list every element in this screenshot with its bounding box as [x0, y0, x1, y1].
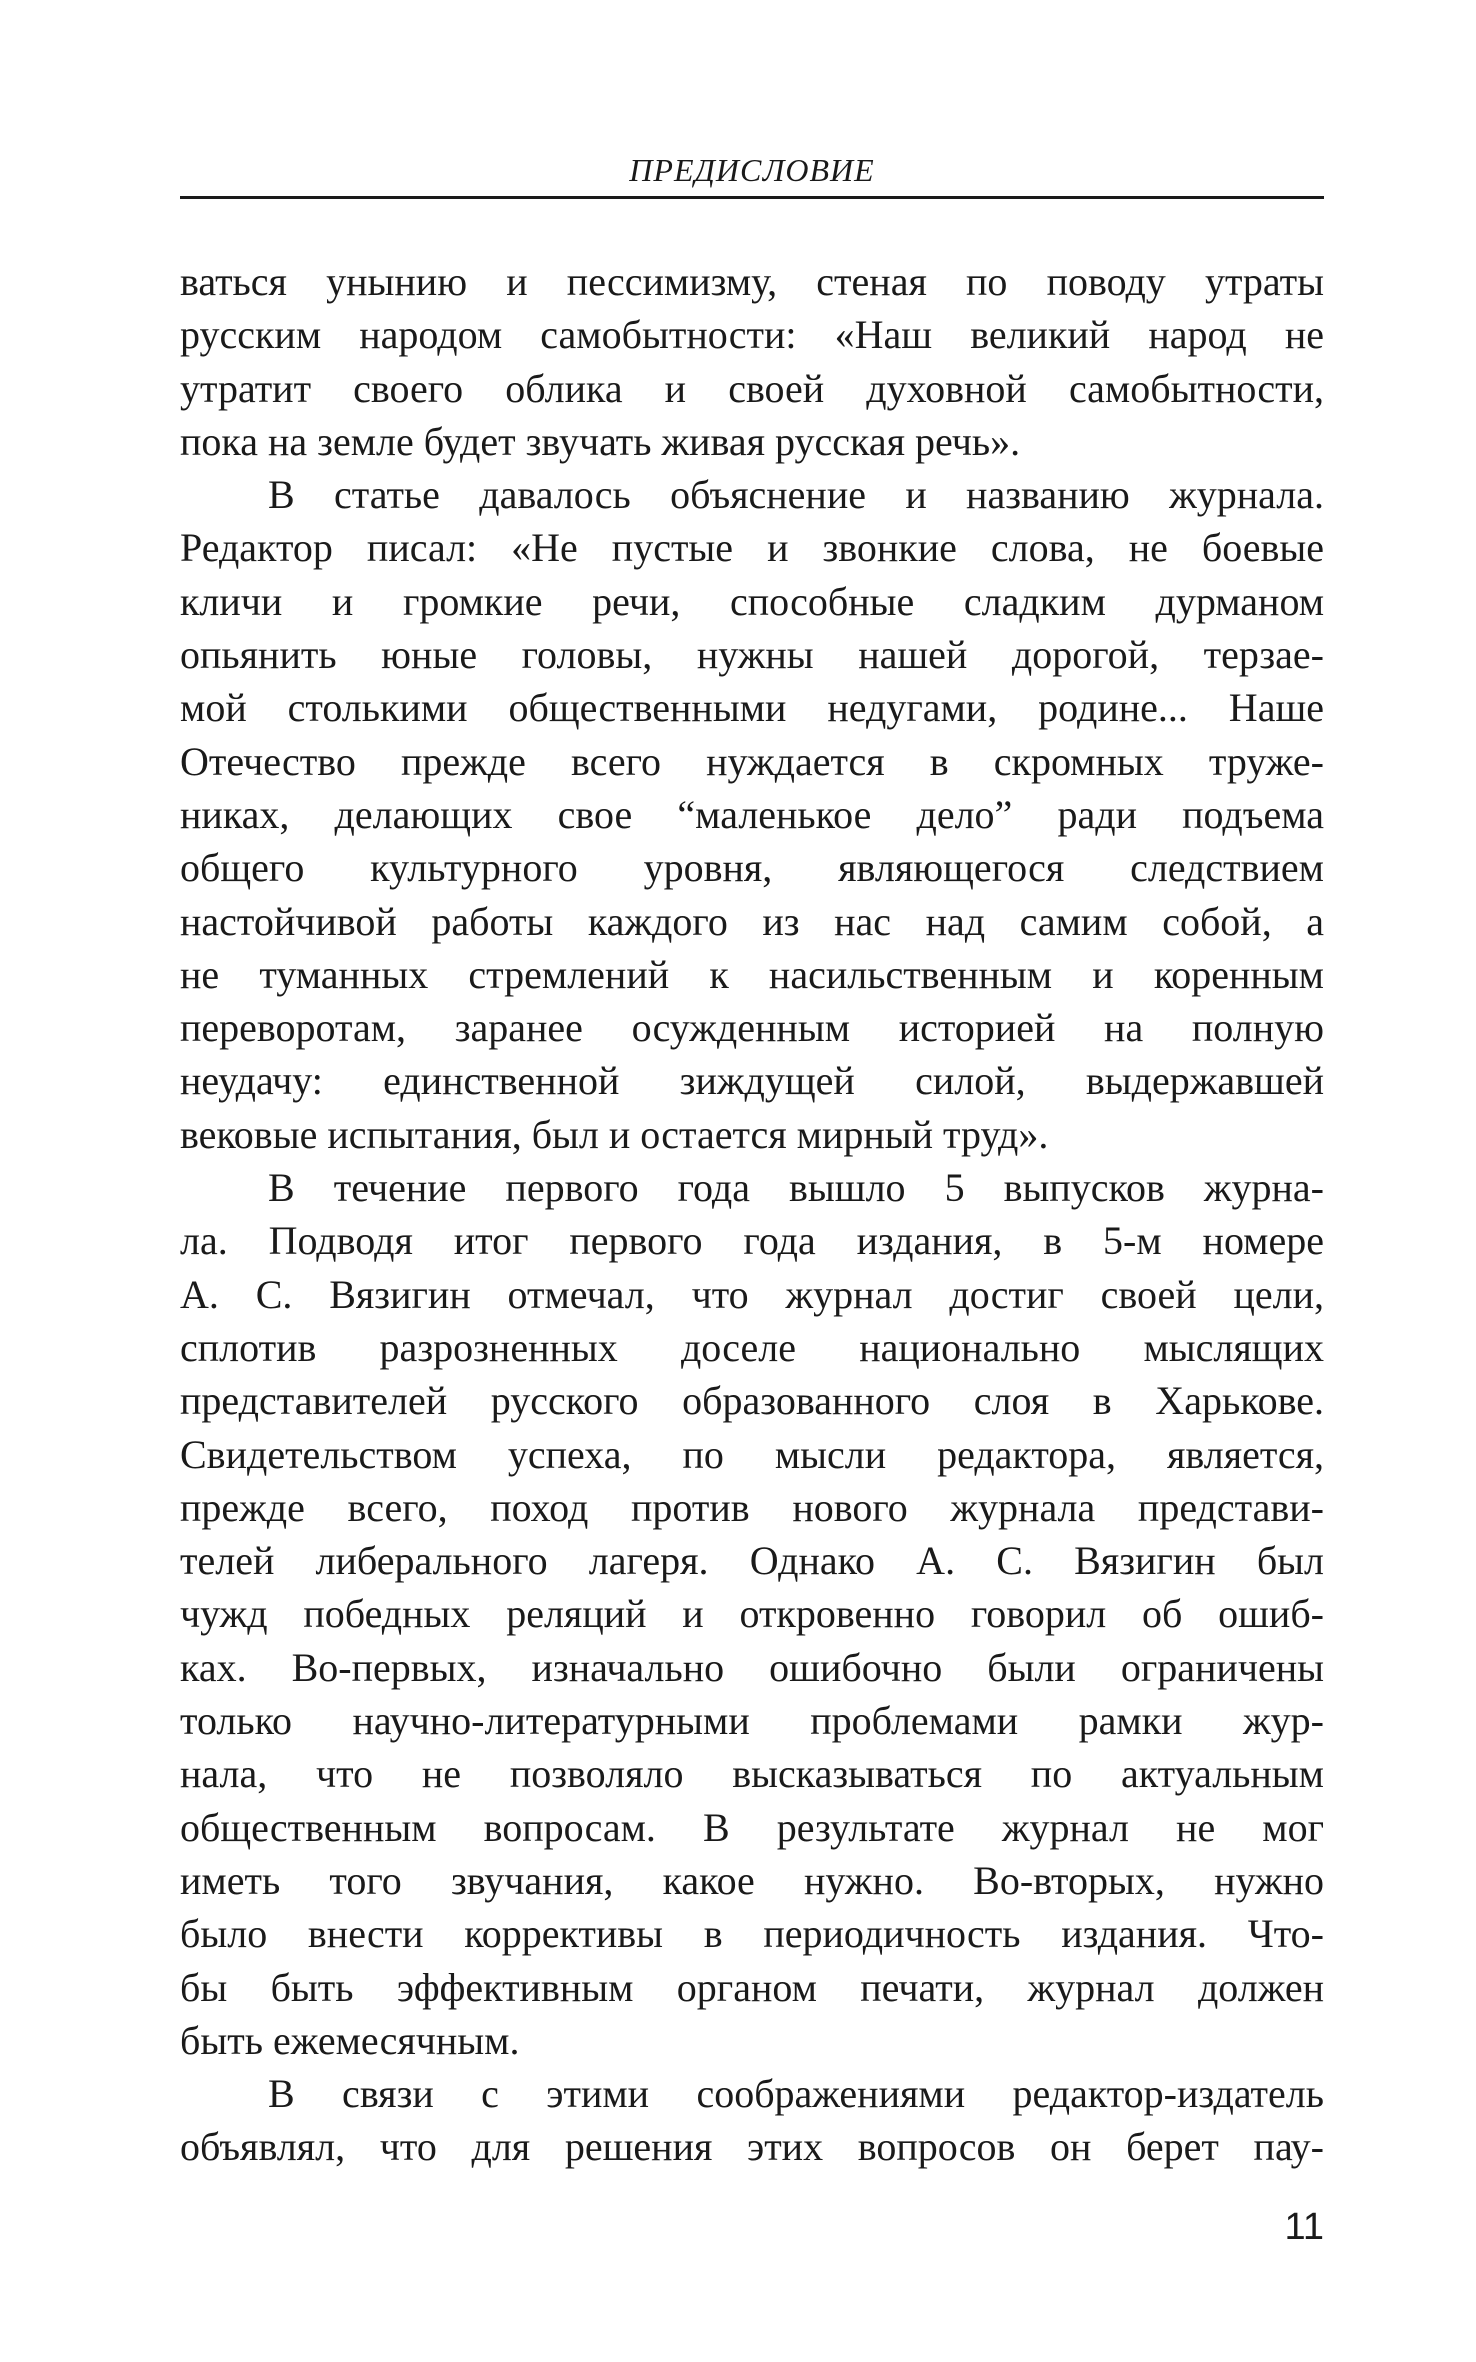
text-line: общественным вопросам. В результате журнал не мог — [180, 1804, 1324, 1850]
text-line: сплотив разрозненных доселе национально мыслящих — [180, 1324, 1324, 1370]
text-line: объявлял, что для решения этих вопросов он берет пау- — [180, 2124, 1324, 2170]
text-line: пока на земле будет звучать живая русская речь». — [180, 418, 1021, 464]
text-line: представителей русского образованного слоя в Харькове. — [180, 1378, 1324, 1424]
text-line: переворотам, заранее осужденным историей на полную — [180, 1005, 1324, 1051]
text-line: только научно-литературными проблемами рамки жур- — [180, 1698, 1324, 1744]
header-rule — [180, 196, 1324, 199]
text-line: вековые испытания, был и остается мирный труд». — [180, 1111, 1049, 1157]
text-line: В статье давалось объяснение и названию журнала. — [268, 472, 1324, 518]
text-line: Редактор писал: «Не пустые и звонкие слова, не боевые — [180, 525, 1324, 571]
text-line: ваться унынию и пессимизму, стеная по поводу утраты — [180, 259, 1324, 304]
text-line: ла. Подводя итог первого года издания, в 5-м номере — [180, 1218, 1324, 1264]
text-line: чужд победных реляций и откровенно говорил об ошиб- — [180, 1591, 1324, 1637]
text-line: мой столькими общественными недугами, родине... Наше — [180, 685, 1324, 731]
text-line: русским народом самобытности: «Наш великий народ не — [180, 312, 1324, 358]
text-line: В связи с этими соображениями редактор-издатель — [268, 2071, 1324, 2117]
text-line: бы быть эффективным органом печати, журнал должен — [180, 1964, 1324, 2010]
book-page — [180, 0, 1324, 2362]
text-line: неудачу: единственной зиждущей силой, выдержавшей — [180, 1058, 1324, 1104]
text-line: не туманных стремлений к насильственным и коренным — [180, 951, 1324, 997]
text-line: настойчивой работы каждого из нас над самим собой, а — [180, 898, 1324, 944]
text-line: утратит своего облика и своей духовной самобытности, — [180, 365, 1324, 411]
text-line: общего культурного уровня, являющегося следствием — [180, 845, 1324, 891]
text-line: А. С. Вязигин отмечал, что журнал достиг своей цели, — [180, 1271, 1324, 1317]
text-line: опьянить юные головы, нужны нашей дорогой, терзае- — [180, 632, 1324, 678]
text-line: ках. Во-первых, изначально ошибочно были ограничены — [180, 1644, 1324, 1690]
running-head: ПРЕДИСЛОВИЕ — [629, 152, 875, 188]
text-line: Отечество прежде всего нуждается в скромных труже- — [180, 738, 1324, 784]
text-line: прежде всего, поход против нового журнала представи- — [180, 1484, 1324, 1530]
text-line: кличи и громкие речи, способные сладким дурманом — [180, 578, 1324, 624]
text-line: нала, что не позволяло высказываться по актуальным — [180, 1751, 1324, 1797]
page-number: 11 — [1284, 2206, 1324, 2248]
text-line: Свидетельством успеха, по мысли редактора, является, — [180, 1431, 1324, 1477]
text-line: В течение первого года вышло 5 выпусков журна- — [268, 1165, 1324, 1211]
text-line: никах, делающих свое “маленькое дело” ради подъема — [180, 791, 1324, 837]
text-line: быть ежемесячным. — [180, 2017, 520, 2063]
text-line: иметь того звучания, какое нужно. Во-вторых, нужно — [180, 1857, 1324, 1903]
text-line: телей либерального лагеря. Однако А. С. Вязигин был — [180, 1538, 1324, 1584]
body-text — [180, 255, 1324, 2174]
text-line: было внести коррективы в периодичность издания. Что- — [180, 1911, 1324, 1957]
